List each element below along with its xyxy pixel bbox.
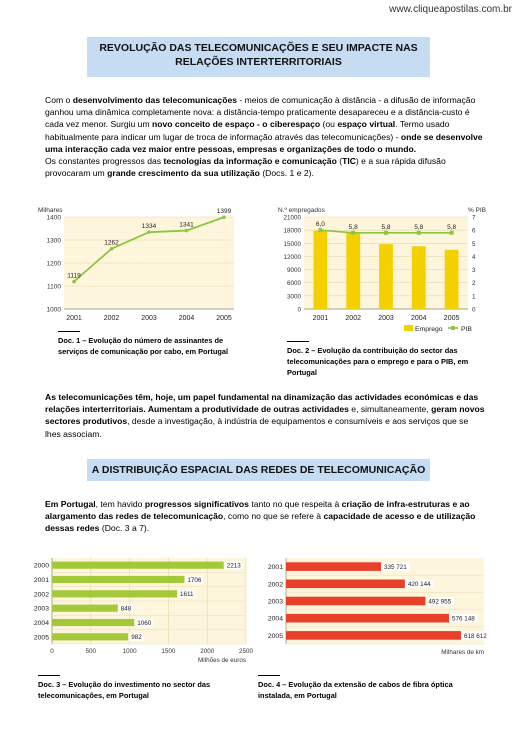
- data-label: 1119: [67, 272, 81, 280]
- data-point: [222, 215, 226, 219]
- telecom-role-paragraph: [45, 391, 485, 440]
- y-tick-label-right: 3: [472, 267, 476, 275]
- bar: [52, 562, 224, 569]
- data-label-pib: 5,8: [414, 223, 424, 231]
- data-label-pib: 5,8: [348, 223, 358, 231]
- text-run: (Docs. 1 e 2).: [259, 168, 314, 179]
- y-tick-label-left: 3000: [286, 293, 301, 301]
- y-tick-label-left: 18000: [283, 227, 301, 235]
- data-point: [110, 247, 114, 251]
- y-tick-label: 2001: [267, 564, 283, 572]
- bar: [52, 619, 134, 626]
- chart-cable-subscribers: [36, 205, 242, 325]
- y-tick-label: 2004: [267, 615, 283, 623]
- data-point-pib: [384, 231, 388, 235]
- x-axis-label: Milhões de euros: [198, 657, 246, 664]
- chart-investment: [28, 552, 262, 670]
- x-tick-label: 2500: [238, 648, 254, 655]
- y-tick-label: 2005: [33, 634, 49, 642]
- y-tick-label: 2005: [267, 632, 283, 640]
- bar: [286, 597, 425, 606]
- y-axis-label-left: N.º empregados: [278, 207, 325, 214]
- text-run: ) e a sua rápida difusão provocaram um: [45, 156, 446, 179]
- x-tick-label: 500: [85, 648, 97, 655]
- legend-label-emprego: Emprego: [415, 326, 443, 333]
- y-tick-label-left: 21000: [283, 214, 301, 222]
- text-run: onde se desenvolve uma interacção cada vez maior entre pessoas, empresas e organizações de todo o mundo.: [45, 131, 483, 154]
- data-point-pib: [417, 231, 421, 235]
- text-run: novo conceito de espaço - o ciberespaço: [152, 119, 321, 130]
- text-run: (Doc. 3 a 7).: [99, 523, 150, 534]
- text-run: tanto no que respeita à: [248, 499, 342, 509]
- y-tick-label-left: 0: [297, 306, 301, 314]
- legend-label-pib: PIB: [461, 326, 472, 333]
- x-tick-label: 1000: [122, 648, 137, 655]
- text-run: Os constantes progressos das: [45, 156, 164, 167]
- y-tick-label-right: 1: [472, 293, 476, 301]
- x-tick-label: 0: [50, 648, 54, 655]
- bar-emprego: [379, 244, 393, 309]
- section-title-revolucao: REVOLUÇÃO DAS TELECOMUNICAÇÕES E SEU IMPACTE NAS RELAÇÕES INTERTERRITORIAIS: [87, 37, 430, 77]
- y-tick-label: 2000: [33, 562, 49, 570]
- y-axis-label: Milhares: [38, 207, 63, 214]
- text-run: (: [336, 156, 343, 167]
- text-run: progressos significativos: [144, 499, 249, 509]
- text-run: , tem havido: [95, 499, 145, 509]
- x-tick-label: 2004: [411, 315, 427, 322]
- y-tick-label: 1300: [46, 237, 61, 245]
- x-tick-label: 2001: [66, 315, 82, 322]
- x-tick-label: 2005: [443, 315, 460, 322]
- y-tick-label: 1400: [46, 214, 61, 222]
- data-label: 335 721: [383, 564, 407, 571]
- data-label: 1706: [187, 576, 202, 584]
- data-point-pib: [318, 228, 322, 232]
- y-tick-label: 2004: [33, 620, 49, 627]
- data-label: 848: [120, 605, 132, 613]
- bar: [52, 576, 184, 583]
- x-tick-label: 2005: [216, 315, 232, 322]
- y-tick-label-right: 7: [472, 214, 476, 222]
- caption-doc1: Doc. 1 – Evolução do número de assinantes de serviços de comunicação por cabo, em Portugal: [58, 331, 248, 357]
- text-run: e, simultaneamente,: [348, 404, 432, 415]
- y-tick-label: 2003: [267, 598, 283, 606]
- data-point: [72, 280, 76, 284]
- text-run: (ou: [320, 119, 338, 130]
- caption-doc4: Doc. 4 – Evolução da extensão de cabos de fibra óptica instalada, em Portugal: [258, 675, 473, 701]
- intro-paragraph: [45, 94, 485, 179]
- x-tick-label: 2004: [178, 315, 195, 322]
- x-tick-label: 2003: [378, 315, 394, 322]
- bar-emprego: [346, 233, 360, 309]
- text-run: desenvolvimento das telecomunicações: [72, 95, 237, 105]
- y-tick-label-right: 2: [472, 280, 476, 288]
- y-tick-label-right: 5: [472, 240, 476, 248]
- data-point: [185, 229, 189, 233]
- data-label: 1611: [180, 591, 194, 599]
- text-run: espaço virtual: [337, 119, 396, 130]
- y-tick-label-right: 4: [472, 253, 476, 261]
- data-label-pib: 6,0: [315, 221, 325, 229]
- text-run: . Termo usado habitualmente para indicar um lugar de troca de informação através das telecomunicações) -: [45, 119, 450, 142]
- section-title-distribuicao: A DISTRIBUIÇÃO ESPACIAL DAS REDES DE TELECOMUNICAÇÃO: [87, 459, 430, 481]
- y-tick-label-right: 6: [472, 227, 476, 235]
- text-run: TIC: [342, 156, 356, 167]
- y-tick-label: 2002: [33, 591, 49, 599]
- y-tick-label: 2003: [33, 605, 49, 613]
- data-point-pib: [450, 231, 454, 235]
- portugal-paragraph: [45, 498, 485, 535]
- data-label-pib: 5,8: [381, 223, 391, 231]
- chart-fiber-optic: [262, 552, 490, 670]
- text-run: , como no que se refere à: [223, 511, 324, 522]
- bar: [286, 614, 449, 623]
- y-tick-label: 2002: [267, 581, 283, 589]
- data-label: 1262: [104, 239, 119, 247]
- text-run: - meios de comunicação à distância - a difusão de informação ganhou uma dinâmica completamente nova: a distância-tempo praticamente desapareceu e a distância-custo é cada vez menor. Surgiu um: [45, 95, 476, 130]
- x-tick-label: 2000: [200, 648, 215, 655]
- caption-doc2: Doc. 2 – Evolução da contribuição do sector das telecomunicações para o emprego e para o PIB, em Portugal: [287, 341, 487, 378]
- data-label: 618 612: [463, 632, 487, 640]
- bar-emprego: [445, 250, 459, 309]
- text-run: grande crescimento da sua utilização: [107, 168, 260, 179]
- y-tick-label: 2001: [33, 577, 49, 584]
- legend-swatch-emprego: [404, 325, 413, 331]
- data-label: 492 955: [428, 598, 452, 606]
- text-run: Com o: [45, 95, 73, 105]
- y-tick-label: 1000: [46, 306, 61, 314]
- x-tick-label: 2002: [345, 315, 361, 322]
- y-axis-label-right: % PIB: [467, 207, 486, 214]
- bar: [286, 631, 461, 640]
- chart-employment-gdp: [276, 205, 494, 337]
- y-tick-label-right: 0: [472, 306, 476, 314]
- bar: [286, 562, 381, 571]
- data-label-pib: 5,8: [447, 223, 457, 231]
- x-tick-label: 2003: [141, 315, 157, 322]
- data-label: 982: [131, 634, 142, 642]
- text-run: tecnologias da informação e comunicação: [163, 156, 337, 167]
- text-run: criação de infra-estruturas e ao alargamento das redes de telecomunicação: [45, 499, 470, 522]
- bar-emprego: [314, 231, 328, 309]
- x-axis-label: Milhares de km: [441, 649, 484, 656]
- text-run: capacidade de acesso e de utilização dessas redes: [45, 511, 476, 534]
- data-label: 420 144: [407, 581, 431, 589]
- x-tick-label: 1500: [161, 648, 176, 655]
- x-tick-label: 2002: [103, 315, 120, 322]
- data-label: 2213: [226, 562, 241, 570]
- text-run: , desde a investigação, à indústria de equipamentos e consumíveis e aos serviços que se lhes associam.: [45, 416, 469, 439]
- data-label: 576 148: [451, 615, 475, 623]
- legend-marker-pib: [451, 326, 455, 330]
- text-run: geram novos sectores produtivos: [45, 404, 485, 427]
- y-tick-label-left: 15000: [283, 240, 301, 248]
- y-tick-label: 1200: [46, 260, 61, 268]
- data-label: 1060: [137, 619, 152, 627]
- data-label: 1341: [179, 221, 194, 229]
- bar: [286, 580, 405, 589]
- bar: [52, 633, 128, 640]
- bar-emprego: [412, 246, 426, 309]
- y-tick-label-left: 9000: [286, 267, 301, 275]
- data-point: [147, 230, 151, 234]
- bar: [52, 605, 118, 612]
- text-run: As telecomunicações têm, hoje, um papel fundamental na dinamização das actividades económicas e das relações interterritoriais. Aumentam a produtividade de outras actividades: [45, 392, 479, 415]
- site-url[interactable]: www.cliqueapostilas.com.br: [389, 4, 512, 15]
- y-tick-label: 1100: [47, 283, 61, 291]
- data-label: 1399: [216, 208, 232, 216]
- data-point-pib: [351, 231, 355, 235]
- y-tick-label-left: 6000: [286, 280, 301, 288]
- caption-doc3: Doc. 3 – Evolução do investimento no sector das telecomunicações, em Portugal: [38, 675, 248, 701]
- y-tick-label-left: 12000: [283, 253, 301, 261]
- text-run: Em Portugal: [45, 499, 96, 509]
- data-label: 1334: [141, 223, 157, 231]
- bar: [52, 590, 177, 597]
- x-tick-label: 2001: [312, 315, 329, 322]
